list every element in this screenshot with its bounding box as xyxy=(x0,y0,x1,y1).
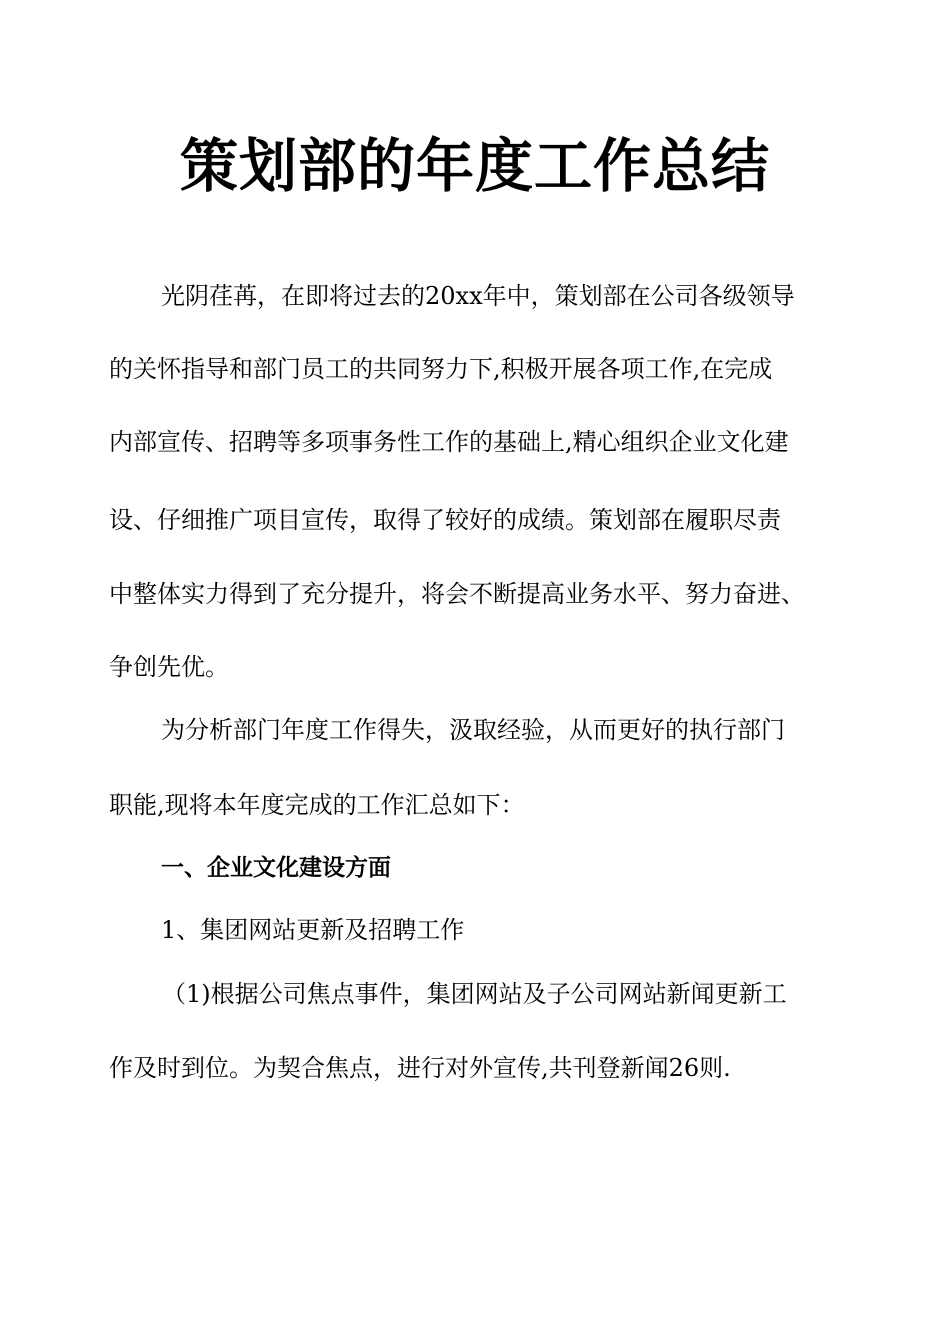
paragraph-2-line-2: 职能,现将本年度完成的工作汇总如下： xyxy=(109,791,525,819)
paragraph-1-line-4: 设、仔细推广项目宣传，取得了较好的成绩。策划部在履职尽责 xyxy=(109,506,781,534)
item-1-line-2: 作及时到位。为契合焦点，进行对外宣传,共刊登新闻26则. xyxy=(109,1054,731,1082)
paragraph-1-line-5: 中整体实力得到了充分提升，将会不断提高业务水平、努力奋进、 xyxy=(109,580,805,608)
paragraph-1-line-1: 光阴荏苒，在即将过去的20xx年中，策划部在公司各级领导 xyxy=(161,282,795,310)
paragraph-1-line-3: 内部宣传、招聘等多项事务性工作的基础上,精心组织企业文化建 xyxy=(109,428,789,456)
paragraph-1-line-6: 争创先优。 xyxy=(109,653,229,681)
paragraph-1-line-2: 的关怀指导和部门员工的共同努力下,积极开展各项工作,在完成 xyxy=(109,355,773,383)
document-title: 策划部的年度工作总结 xyxy=(179,132,770,200)
subsection-heading: 1、集团网站更新及招聘工作 xyxy=(161,916,465,944)
section-heading: 一、企业文化建设方面 xyxy=(161,855,391,881)
item-1-line-1: （1)根据公司焦点事件，集团网站及子公司网站新闻更新工 xyxy=(162,980,787,1008)
paragraph-2-line-1: 为分析部门年度工作得失，汲取经验，从而更好的执行部门 xyxy=(161,716,785,744)
